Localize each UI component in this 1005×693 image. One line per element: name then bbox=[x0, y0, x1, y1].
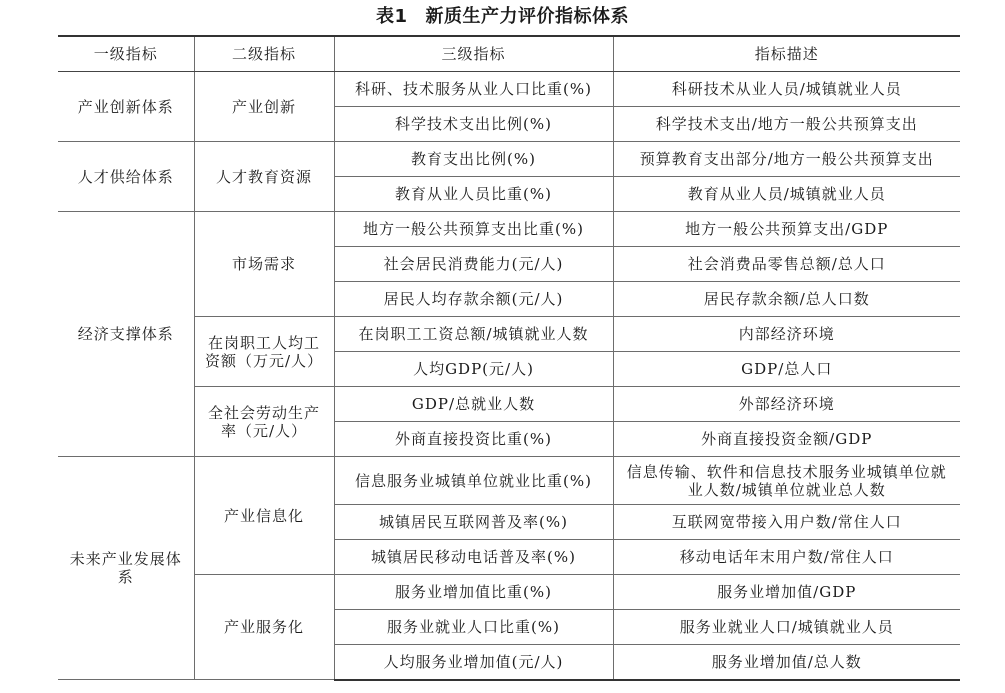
table-row bbox=[58, 387, 960, 422]
level3-cell: 教育从业人员比重(%) bbox=[334, 177, 613, 212]
level3-cell: 科学技术支出比例(%) bbox=[334, 107, 613, 142]
level1-cell: 人才供给体系 bbox=[58, 142, 194, 212]
table-row bbox=[58, 575, 960, 610]
description-cell: 社会消费品零售总额/总人口 bbox=[613, 247, 960, 282]
header-description: 指标描述 bbox=[613, 36, 960, 72]
description-cell: 服务业增加值/GDP bbox=[613, 575, 960, 610]
level2-cell: 市场需求 bbox=[194, 212, 334, 317]
level2-cell: 产业服务化 bbox=[194, 575, 334, 680]
level1-cell: 未来产业发展体系 bbox=[58, 457, 194, 680]
table-row bbox=[58, 142, 960, 177]
header-level1: 一级指标 bbox=[58, 36, 194, 72]
description-cell: 地方一般公共预算支出/GDP bbox=[613, 212, 960, 247]
table-row bbox=[58, 72, 960, 107]
level2-cell: 人才教育资源 bbox=[194, 142, 334, 212]
description-cell: 外商直接投资金额/GDP bbox=[613, 422, 960, 457]
level3-cell: GDP/总就业人数 bbox=[334, 387, 613, 422]
description-cell: 互联网宽带接入用户数/常住人口 bbox=[613, 505, 960, 540]
description-cell: 科学技术支出/地方一般公共预算支出 bbox=[613, 107, 960, 142]
description-cell: GDP/总人口 bbox=[613, 352, 960, 387]
table-number: 表1 bbox=[375, 6, 408, 27]
level1-cell: 经济支撑体系 bbox=[58, 212, 194, 457]
level3-cell: 居民人均存款余额(元/人) bbox=[334, 282, 613, 317]
level3-cell: 科研、技术服务从业人口比重(%) bbox=[334, 72, 613, 107]
description-cell: 居民存款余额/总人口数 bbox=[613, 282, 960, 317]
level3-cell: 城镇居民移动电话普及率(%) bbox=[334, 540, 613, 575]
description-cell: 预算教育支出部分/地方一般公共预算支出 bbox=[613, 142, 960, 177]
description-cell: 信息传输、软件和信息技术服务业城镇单位就业人数/城镇单位就业总人数 bbox=[613, 457, 960, 505]
header-row bbox=[58, 36, 960, 72]
level3-cell: 在岗职工工资总额/城镇就业人数 bbox=[334, 317, 613, 352]
level2-cell: 产业信息化 bbox=[194, 457, 334, 575]
level2-cell: 全社会劳动生产率（元/人） bbox=[194, 387, 334, 457]
level3-cell: 教育支出比例(%) bbox=[334, 142, 613, 177]
header-level2: 二级指标 bbox=[194, 36, 334, 72]
table-row bbox=[58, 212, 960, 247]
description-cell: 移动电话年末用户数/常住人口 bbox=[613, 540, 960, 575]
table-row bbox=[58, 457, 960, 505]
header-level3: 三级指标 bbox=[334, 36, 613, 72]
level2-cell: 产业创新 bbox=[194, 72, 334, 142]
description-cell: 服务业增加值/总人数 bbox=[613, 645, 960, 680]
description-cell: 教育从业人员/城镇就业人员 bbox=[613, 177, 960, 212]
table-caption bbox=[0, 0, 1005, 34]
level2-cell: 在岗职工人均工资额（万元/人） bbox=[194, 317, 334, 387]
description-cell: 内部经济环境 bbox=[613, 317, 960, 352]
description-cell: 外部经济环境 bbox=[613, 387, 960, 422]
level3-cell: 城镇居民互联网普及率(%) bbox=[334, 505, 613, 540]
level3-cell: 服务业增加值比重(%) bbox=[334, 575, 613, 610]
level3-cell: 服务业就业人口比重(%) bbox=[334, 610, 613, 645]
level3-cell: 人均GDP(元/人) bbox=[334, 352, 613, 387]
level1-cell: 产业创新体系 bbox=[58, 72, 194, 142]
level3-cell: 地方一般公共预算支出比重(%) bbox=[334, 212, 613, 247]
description-cell: 服务业就业人口/城镇就业人员 bbox=[613, 610, 960, 645]
indicator-table bbox=[58, 35, 960, 681]
level3-cell: 外商直接投资比重(%) bbox=[334, 422, 613, 457]
table-title: 新质生产力评价指标体系 bbox=[425, 6, 630, 27]
level3-cell: 人均服务业增加值(元/人) bbox=[334, 645, 613, 680]
level3-cell: 社会居民消费能力(元/人) bbox=[334, 247, 613, 282]
level3-cell: 信息服务业城镇单位就业比重(%) bbox=[334, 457, 613, 505]
description-cell: 科研技术从业人员/城镇就业人员 bbox=[613, 72, 960, 107]
table-row bbox=[58, 317, 960, 352]
